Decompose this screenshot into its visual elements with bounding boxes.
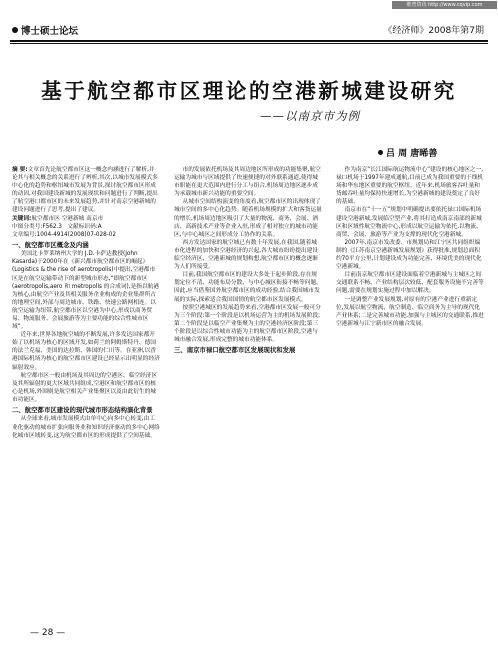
- section-3-title: 三、南京市禄口航空都市区发展现状和发展: [174, 346, 296, 355]
- article-subtitle: ——以南京市为例: [260, 109, 360, 123]
- article-number-line: [12, 231, 160, 239]
- watermark-text: 维普资讯 http://www.cqvip.com: [406, 2, 483, 8]
- header-rule-thin: [10, 43, 488, 44]
- text-column-2: [174, 166, 322, 624]
- header-section-label: 博士硕士论坛: [21, 26, 79, 37]
- journal-header: [0, 16, 498, 38]
- doc-code: 文献标识码:A: [67, 223, 102, 230]
- paragraph: 从全球来看,城市发展模式由单中心向多中心转变,由工业化驱动的城市扩张向服务业和知识经济驱动的多中心网络化城市区域转变,这为航空都市区的形成提供了空间基础。: [12, 416, 160, 439]
- text-column-1: [12, 166, 160, 624]
- paragraph: 近年来,世界各地航空城的不断发展,许多发达国家都开始了以机场为核心的区域开发,如荷兰的阿姆斯特丹、德国的法兰克福、美国的达拉斯、韩国的仁川等。在亚洲,以香港国际机场为核心的航空都市区建设已经显示出明显的经济辐射效应。: [12, 332, 160, 371]
- paragraph: 市的发展依托机场及其周边地区所形成的功能集聚,航空运输为城市与区域提供了快速便捷的对外联系通道,使得城市职能在更大范围内进行分工与组合,机场周边地区逐步成为承载城市新兴功能的重要空间。: [174, 167, 321, 198]
- text-column-3: [336, 166, 484, 624]
- bullet-icon: [378, 150, 383, 155]
- article-number: 文章编号:1004-4914(2008)07-028-02: [12, 231, 117, 238]
- abstract-text: 文章首先论航空都市区这一概念内涵进行了解析,并论其与相关概念的关系进行了辨析,其次,以城市发展模式多中心化的趋势和枢纽城市发展为背景,探讨航空都市区形成的动因,对我国建设新城的发展现状和问题进行了判断,提出了航空港口都市区的未来发展趋势,并针对南京空港新城的建设问题进行了思考,提出了建议。: [12, 167, 158, 214]
- classification-line: [12, 223, 160, 231]
- abstract: [12, 166, 160, 215]
- section-2-title: 二、航空都市区建设的现代城市形态结构演化背景: [12, 406, 153, 415]
- author-names: 吕 周 唐晞善: [386, 149, 438, 159]
- article-title: 基于航空都市区理论的空港新城建设研究: [41, 79, 457, 103]
- header-rule-thick: [10, 40, 488, 42]
- keywords-text: 航空都市区 空港新城 南京市: [31, 215, 104, 222]
- page-number: — 28 —: [30, 628, 66, 638]
- abstract-label: 摘 要:: [12, 167, 28, 173]
- paragraph: 按照空港城区的发展趋势来看,空港都市区发展一般可分为三个阶段:第一个阶段是以机场运营为主的机场发展阶段;第二个阶段是以临空产业集聚为主的空港经济区阶段;第三个阶段是以综合性城市功能为主的航空都市区阶段,空港与城市融合发展,形成完整的城市功能体系。: [174, 304, 321, 343]
- section-1-title: 一、航空都市区概念及内涵: [12, 240, 89, 249]
- keywords: [12, 215, 160, 223]
- keywords-label: 关键词:: [12, 215, 32, 222]
- paragraph: 从城市空间结构演变的角度看,航空都市区的出现体现了城市空间的多中心化趋势。随着机场规模的扩大和客货运量的增长,机场周边地区吸引了大量的物流、商务、会展、酒店、高新技术产业等企业入驻,形成了相对独立的城市功能区,与中心城区之间形成分工协作的关系。: [174, 199, 322, 238]
- paragraph: 美国北卡罗莱纳州大学的 J.D.卡萨达教授(John Kasarda)于2000年在《新兴都市航空都市区的崛起》(Logistics & the rise of aerotropolis)中提出,空港都市区是在航空运输带动下的新型城市形态,“即航空都市区(aerotropolis,aero 和 metropolis 的合成词),是指以航港为核心,由航空产业及其相关服务企业构成的企业集群所占的地理空间,外部与周边城市、铁路、快速公路网相连。以航空运输为纽带,航空都市区以空港为中心,形成以商务贸易、物流服务、会展旅游等为主要功能的综合性城市区域”。: [12, 251, 160, 331]
- bullet-icon: [12, 27, 18, 33]
- paragraph: 目前南京航空都市区建设面临着空港新城与主城区之间交通联系不畅、产业结构层次较低、配套服务设施不完善等问题,需要在规划实施过程中加以解决。: [336, 272, 484, 295]
- paragraph: 航空都市区一般由机场及其周边的空港区、临空经济区及其所辐射的更大区域共同组成,空港区和航空都市区的核心是机场,外围则是航空相关产业集聚区以及由此衍生的城市功能区。: [12, 372, 158, 403]
- clc-code: 中图分类号:F562.3: [12, 223, 62, 230]
- paragraph: 作为南京“长江国际航运物流中心”建设的核心地区之一,禄口机场于1997年建成通航,目前已成为我国重要的干线机场和华东地区重要的航空枢纽。近年来,机场旅客吞吐量和货邮吞吐量均保持快速增长,为空港新城的建设奠定了良好的基础。: [336, 167, 484, 206]
- header-journal: 《经济师》2008年第7期: [383, 26, 484, 36]
- paragraph: 一是调整产业发展规划,对原有的空港产业进行重新定位,发展以航空物流、航空制造、临空商务为主导的现代化产业体系;二是完善城市功能,加强与主城区的交通联系,推进空港新城与江宁新市区的融合发展。: [336, 296, 484, 327]
- author-line: [378, 146, 437, 159]
- paragraph: 目前,我国航空都市区的建设大多处于起步阶段,存在规划定位不清、功能布局分散、与中心城区衔接不畅等问题。因此,应当借鉴国外航空都市区的成功经验,结合我国城市发展的实际,探索适合我国国情的航空都市区发展模式。: [174, 272, 322, 303]
- paragraph: 2007年,南京市发改委、市规划局和江宁区共同组织编制的《江苏南京空港新城发展规划》获得批准,规划总面积约70平方公里,计划建设成为功能完善、环境优美的现代化空港新城。: [336, 239, 482, 271]
- watermark-bar: [392, 1, 497, 9]
- paragraph: 西方发达国家的航空城已有数十年发展,在我国,随着城市化进程的加快和空港经济的兴起,各大城市纷纷提出建设临空经济区、空港新城的规划构想,航空都市区的概念逐渐为人们所接受。: [174, 239, 318, 271]
- header-section: [12, 23, 78, 37]
- paragraph: 南京市在“十一五”规划中明确提出要依托禄口国际机场建设空港新城,发展临空型产业,将其打造成南京南部的新城区和区域性航空物流中心,形成以航空运输为依托,以物流、商贸、会展、旅游等产业为支撑的现代化空港新城。: [336, 207, 482, 238]
